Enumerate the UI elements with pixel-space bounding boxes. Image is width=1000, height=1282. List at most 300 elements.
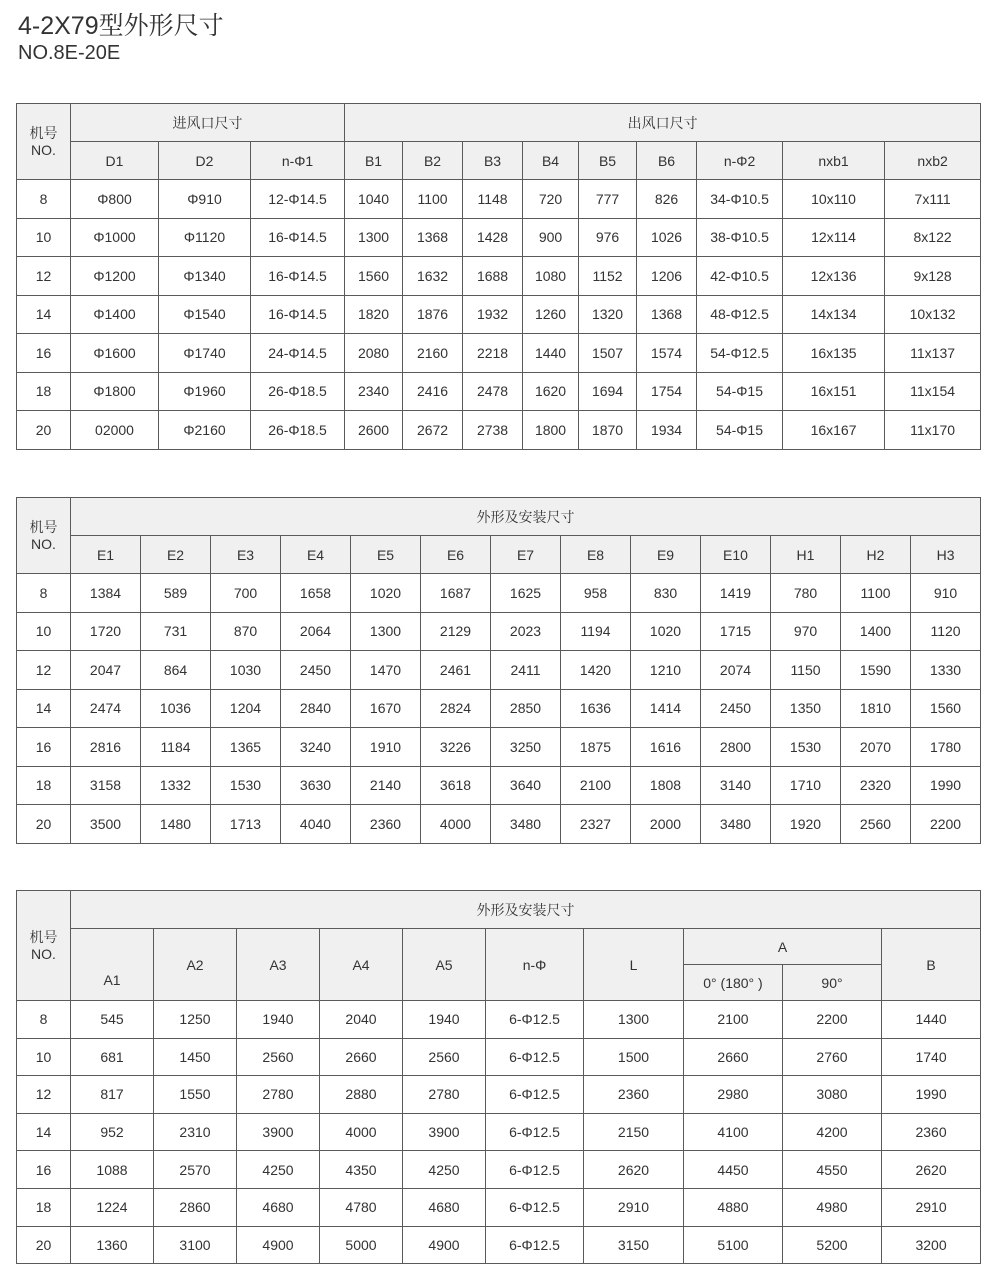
inlet-group-header: 进风口尺寸 (71, 104, 345, 142)
table-cell: 1150 (771, 651, 841, 690)
table-cell: 1710 (771, 766, 841, 805)
table-cell: 4680 (403, 1188, 486, 1226)
table-cell: Φ1000 (71, 218, 159, 257)
table-cell: 2310 (154, 1113, 237, 1151)
table-cell: 952 (71, 1113, 154, 1151)
table-row (17, 1076, 981, 1114)
table-cell: 4250 (237, 1151, 320, 1189)
table-row (17, 372, 981, 411)
table-cell: 1670 (351, 689, 421, 728)
table-row (17, 1038, 981, 1076)
table-cell: 1020 (351, 574, 421, 613)
table-cell: 1414 (631, 689, 701, 728)
column-header-a2: A2 (154, 929, 237, 1001)
table-cell: 4100 (684, 1113, 783, 1151)
machine-no-label: 机号 (29, 928, 58, 945)
table-row (17, 612, 981, 651)
table-cell: 2450 (281, 651, 351, 690)
table-cell: Φ1800 (71, 372, 159, 411)
table-row (17, 1001, 981, 1039)
table-cell: 1470 (351, 651, 421, 690)
table-row (17, 180, 981, 219)
table-cell: 2150 (584, 1113, 684, 1151)
table-cell: 3250 (491, 728, 561, 767)
table-cell: 4680 (237, 1188, 320, 1226)
table-cell: 900 (523, 218, 579, 257)
table-cell: 1875 (561, 728, 631, 767)
table-cell: 12-Φ14.5 (251, 180, 345, 219)
table-cell: 1365 (211, 728, 281, 767)
table-cell: 2620 (584, 1151, 684, 1189)
table-cell: 1368 (403, 218, 463, 257)
table-row (17, 651, 981, 690)
table-cell: 1250 (154, 1001, 237, 1039)
table-cell: 1020 (631, 612, 701, 651)
table-cell: 1350 (771, 689, 841, 728)
column-header: D2 (159, 142, 251, 180)
table-cell: 1990 (911, 766, 981, 805)
machine-no-cell: 18 (17, 1188, 71, 1226)
table-row (17, 218, 981, 257)
column-header: n-Φ2 (697, 142, 783, 180)
table-cell: 3140 (701, 766, 771, 805)
table-cell: 2200 (783, 1001, 882, 1039)
table-cell: 2824 (421, 689, 491, 728)
machine-no-label-en: NO. (31, 535, 56, 552)
table-cell: 2064 (281, 612, 351, 651)
table-cell: 1100 (841, 574, 911, 613)
table-cell: 4980 (783, 1188, 882, 1226)
table-cell: 6-Φ12.5 (486, 1038, 584, 1076)
table-cell: 4350 (320, 1151, 403, 1189)
table-cell: 34-Φ10.5 (697, 180, 783, 219)
machine-no-cell: 16 (17, 334, 71, 373)
table-cell: 1194 (561, 612, 631, 651)
table-cell: 2416 (403, 372, 463, 411)
table-cell: 4000 (320, 1113, 403, 1151)
table-cell: 4880 (684, 1188, 783, 1226)
table-cell: 1360 (71, 1226, 154, 1264)
table-cell: 2200 (911, 805, 981, 844)
table-cell: 2780 (237, 1076, 320, 1114)
table-cell: 3480 (491, 805, 561, 844)
table-cell: 1120 (911, 612, 981, 651)
table-cell: 14x134 (783, 295, 885, 334)
table-cell: 1419 (701, 574, 771, 613)
table-cell: 2474 (71, 689, 141, 728)
table-cell: 2910 (882, 1188, 981, 1226)
table-cell: 2000 (631, 805, 701, 844)
machine-no-cell: 8 (17, 1001, 71, 1039)
table-cell: 2560 (403, 1038, 486, 1076)
column-header: H1 (771, 536, 841, 574)
table-cell: 6-Φ12.5 (486, 1076, 584, 1114)
column-header-a1: A1 (71, 929, 154, 1001)
table-row (17, 411, 981, 450)
table-cell: 3640 (491, 766, 561, 805)
table-cell: 1036 (141, 689, 211, 728)
table-cell: 4250 (403, 1151, 486, 1189)
table-cell: 6-Φ12.5 (486, 1226, 584, 1264)
machine-no-label: 机号 (29, 124, 58, 141)
table-cell: 54-Φ12.5 (697, 334, 783, 373)
table-cell: 16x135 (783, 334, 885, 373)
table-cell: 2047 (71, 651, 141, 690)
table-cell: 2738 (463, 411, 523, 450)
table-cell: 2070 (841, 728, 911, 767)
table-cell: 24-Φ14.5 (251, 334, 345, 373)
table-cell: 1040 (345, 180, 403, 219)
table-cell: 1224 (71, 1188, 154, 1226)
table-cell: Φ1960 (159, 372, 251, 411)
table-cell: 4550 (783, 1151, 882, 1189)
table-cell: 1530 (771, 728, 841, 767)
table-cell: 1560 (911, 689, 981, 728)
column-header-l: L (584, 929, 684, 1001)
table-cell: 3240 (281, 728, 351, 767)
table-cell: 2218 (463, 334, 523, 373)
table-cell: 3500 (71, 805, 141, 844)
table-cell: 16x167 (783, 411, 885, 450)
table-cell: Φ1600 (71, 334, 159, 373)
column-header: nxb1 (783, 142, 885, 180)
machine-no-cell: 12 (17, 257, 71, 296)
machine-no-cell: 8 (17, 180, 71, 219)
table-cell: 7x111 (885, 180, 981, 219)
machine-no-cell: 16 (17, 1151, 71, 1189)
table-cell: 1620 (523, 372, 579, 411)
table-row (17, 766, 981, 805)
table-cell: 2340 (345, 372, 403, 411)
table-cell: 2450 (701, 689, 771, 728)
table-cell: 2860 (154, 1188, 237, 1226)
table-cell: 1932 (463, 295, 523, 334)
table-cell: 1713 (211, 805, 281, 844)
table-cell: 3618 (421, 766, 491, 805)
outline-group-header: 外形及安装尺寸 (71, 498, 981, 536)
column-header: E7 (491, 536, 561, 574)
column-header: E1 (71, 536, 141, 574)
table-cell: 1574 (637, 334, 697, 373)
table-cell: 11x137 (885, 334, 981, 373)
table-cell: 1934 (637, 411, 697, 450)
column-header: B6 (637, 142, 697, 180)
table-cell: 2980 (684, 1076, 783, 1114)
table-cell: 1368 (637, 295, 697, 334)
table-row (17, 334, 981, 373)
table-cell: 16x151 (783, 372, 885, 411)
table-cell: 2320 (841, 766, 911, 805)
table-cell: 42-Φ10.5 (697, 257, 783, 296)
page-subtitle: NO.8E-20E (18, 42, 121, 64)
machine-no-cell: 12 (17, 651, 71, 690)
table-row (17, 1188, 981, 1226)
column-header: E8 (561, 536, 631, 574)
table-cell: 1330 (911, 651, 981, 690)
table-cell: 780 (771, 574, 841, 613)
table-cell: Φ910 (159, 180, 251, 219)
table-cell: 1030 (211, 651, 281, 690)
table-cell: 2840 (281, 689, 351, 728)
page-title: 4-2X79型外形尺寸 (18, 12, 224, 40)
inlet-outlet-dimensions-table (16, 103, 981, 450)
machine-no-header (17, 891, 71, 1001)
table-cell: 1530 (211, 766, 281, 805)
table-cell: 1206 (637, 257, 697, 296)
table-row (17, 295, 981, 334)
table-cell: 2080 (345, 334, 403, 373)
table-row (17, 1151, 981, 1189)
table-cell: 2100 (684, 1001, 783, 1039)
table-header-row (17, 891, 981, 929)
table-column-header-row (17, 536, 981, 574)
table-cell: 1990 (882, 1076, 981, 1114)
table-cell: 1636 (561, 689, 631, 728)
table-cell: 11x170 (885, 411, 981, 450)
table-cell: 9x128 (885, 257, 981, 296)
table-cell: 2327 (561, 805, 631, 844)
table-cell: 1500 (584, 1038, 684, 1076)
table-cell: 3150 (584, 1226, 684, 1264)
table-cell: 5100 (684, 1226, 783, 1264)
column-header: E9 (631, 536, 701, 574)
column-group-a: A (684, 929, 882, 965)
table-cell: 1100 (403, 180, 463, 219)
table-cell: 1616 (631, 728, 701, 767)
table-cell: 1450 (154, 1038, 237, 1076)
table-cell: 1920 (771, 805, 841, 844)
table-cell: 1780 (911, 728, 981, 767)
table-cell: 1800 (523, 411, 579, 450)
column-header-a3: A3 (237, 929, 320, 1001)
table-cell: 1440 (882, 1001, 981, 1039)
table-cell: 54-Φ15 (697, 411, 783, 450)
table-cell: 11x154 (885, 372, 981, 411)
column-header: B5 (579, 142, 637, 180)
table-cell: 2560 (841, 805, 911, 844)
machine-no-cell: 14 (17, 689, 71, 728)
table-cell: 1480 (141, 805, 211, 844)
table-cell: 1152 (579, 257, 637, 296)
table-cell: 2660 (320, 1038, 403, 1076)
table-cell: 1300 (584, 1001, 684, 1039)
table-cell: 2672 (403, 411, 463, 450)
machine-no-cell: 20 (17, 1226, 71, 1264)
table-cell: 3200 (882, 1226, 981, 1264)
column-header: B3 (463, 142, 523, 180)
table-cell: 26-Φ18.5 (251, 411, 345, 450)
table-cell: 2411 (491, 651, 561, 690)
table-cell: 1687 (421, 574, 491, 613)
column-header: E10 (701, 536, 771, 574)
table-cell: 16-Φ14.5 (251, 295, 345, 334)
table-cell: 2850 (491, 689, 561, 728)
table-cell: 1658 (281, 574, 351, 613)
column-header: D1 (71, 142, 159, 180)
table-cell: 6-Φ12.5 (486, 1151, 584, 1189)
table-cell: 1688 (463, 257, 523, 296)
table-cell: 1694 (579, 372, 637, 411)
table-cell: 2880 (320, 1076, 403, 1114)
column-header: B1 (345, 142, 403, 180)
table-cell: 976 (579, 218, 637, 257)
table-column-header-row (17, 929, 981, 965)
table-cell: 4450 (684, 1151, 783, 1189)
column-header: H3 (911, 536, 981, 574)
table-cell: 3158 (71, 766, 141, 805)
table-cell: 864 (141, 651, 211, 690)
table-cell: 2600 (345, 411, 403, 450)
table-cell: 1088 (71, 1151, 154, 1189)
table-cell: 1400 (841, 612, 911, 651)
table-cell: 48-Φ12.5 (697, 295, 783, 334)
table-cell: 12x114 (783, 218, 885, 257)
table-cell: 3900 (237, 1113, 320, 1151)
machine-no-cell: 18 (17, 372, 71, 411)
machine-no-cell: 20 (17, 411, 71, 450)
table-cell: 1820 (345, 295, 403, 334)
table-cell: 545 (71, 1001, 154, 1039)
table-row (17, 689, 981, 728)
table-cell: 2570 (154, 1151, 237, 1189)
table-cell: 1320 (579, 295, 637, 334)
table-column-header-row (17, 142, 981, 180)
table-cell: 2140 (351, 766, 421, 805)
table-cell: 1632 (403, 257, 463, 296)
column-header: E6 (421, 536, 491, 574)
table-cell: 1300 (345, 218, 403, 257)
column-header: E5 (351, 536, 421, 574)
table-cell: Φ1200 (71, 257, 159, 296)
column-header: E2 (141, 536, 211, 574)
table-cell: 1910 (351, 728, 421, 767)
table-cell: 4900 (403, 1226, 486, 1264)
table-cell: 1148 (463, 180, 523, 219)
table-row (17, 574, 981, 613)
table-cell: 12x136 (783, 257, 885, 296)
column-header: B4 (523, 142, 579, 180)
table-cell: 10x132 (885, 295, 981, 334)
table-cell: 1184 (141, 728, 211, 767)
table-cell: 1940 (237, 1001, 320, 1039)
outline-install-dimensions-table-2 (16, 890, 981, 1264)
column-header-n-phi: n-Φ (486, 929, 584, 1001)
table-cell: Φ800 (71, 180, 159, 219)
table-cell: 2660 (684, 1038, 783, 1076)
table-cell: Φ1740 (159, 334, 251, 373)
table-row (17, 1226, 981, 1264)
table-cell: 4780 (320, 1188, 403, 1226)
table-cell: 2360 (584, 1076, 684, 1114)
table-cell: 2360 (351, 805, 421, 844)
table-cell: 1754 (637, 372, 697, 411)
column-header-a-90deg: 90° (783, 965, 882, 1001)
table-cell: 5000 (320, 1226, 403, 1264)
table-cell: 1260 (523, 295, 579, 334)
column-header: E3 (211, 536, 281, 574)
table-cell: 1384 (71, 574, 141, 613)
table-cell: 1740 (882, 1038, 981, 1076)
table-cell: 1428 (463, 218, 523, 257)
machine-no-cell: 18 (17, 766, 71, 805)
table-row (17, 1113, 981, 1151)
table-row (17, 257, 981, 296)
table-cell: 1210 (631, 651, 701, 690)
table-cell: Φ2160 (159, 411, 251, 450)
table-header-row (17, 498, 981, 536)
table-cell: 1590 (841, 651, 911, 690)
table-cell: 3080 (783, 1076, 882, 1114)
table-cell: 3480 (701, 805, 771, 844)
table-cell: 2160 (403, 334, 463, 373)
table-cell: 681 (71, 1038, 154, 1076)
table-cell: 700 (211, 574, 281, 613)
column-header: n-Φ1 (251, 142, 345, 180)
machine-no-header (17, 498, 71, 574)
table-cell: 4900 (237, 1226, 320, 1264)
table-cell: 3226 (421, 728, 491, 767)
table-cell: 1940 (403, 1001, 486, 1039)
column-header-a4: A4 (320, 929, 403, 1001)
table-cell: 1808 (631, 766, 701, 805)
table-cell: 3900 (403, 1113, 486, 1151)
table-cell: 1440 (523, 334, 579, 373)
table-header-row (17, 104, 981, 142)
table-cell: 830 (631, 574, 701, 613)
table-cell: 731 (141, 612, 211, 651)
table-cell: 16-Φ14.5 (251, 218, 345, 257)
table-cell: 910 (911, 574, 981, 613)
table-cell: Φ1340 (159, 257, 251, 296)
table-cell: 777 (579, 180, 637, 219)
table-cell: 6-Φ12.5 (486, 1001, 584, 1039)
table-cell: 2023 (491, 612, 561, 651)
table-cell: 02000 (71, 411, 159, 450)
table-cell: 1026 (637, 218, 697, 257)
table-cell: 958 (561, 574, 631, 613)
machine-no-cell: 8 (17, 574, 71, 613)
table-cell: 1420 (561, 651, 631, 690)
table-cell: 2780 (403, 1076, 486, 1114)
table-cell: 3630 (281, 766, 351, 805)
table-cell: 2360 (882, 1113, 981, 1151)
table-cell: 1332 (141, 766, 211, 805)
outline-install-dimensions-table-1 (16, 497, 981, 844)
table-cell: 1870 (579, 411, 637, 450)
table-cell: 1300 (351, 612, 421, 651)
table-cell: 970 (771, 612, 841, 651)
table-cell: 6-Φ12.5 (486, 1113, 584, 1151)
table-cell: 1715 (701, 612, 771, 651)
table-cell: Φ1120 (159, 218, 251, 257)
table-cell: 54-Φ15 (697, 372, 783, 411)
table-cell: 2560 (237, 1038, 320, 1076)
table-cell: 1550 (154, 1076, 237, 1114)
table-cell: 1080 (523, 257, 579, 296)
table-cell: 2910 (584, 1188, 684, 1226)
machine-no-cell: 10 (17, 612, 71, 651)
machine-no-cell: 10 (17, 1038, 71, 1076)
machine-no-cell: 16 (17, 728, 71, 767)
table-cell: 26-Φ18.5 (251, 372, 345, 411)
table-cell: 589 (141, 574, 211, 613)
table-cell: 6-Φ12.5 (486, 1188, 584, 1226)
table-row (17, 805, 981, 844)
machine-no-label-en: NO. (31, 141, 56, 158)
machine-no-cell: 12 (17, 1076, 71, 1114)
table-cell: 826 (637, 180, 697, 219)
table-cell: 1625 (491, 574, 561, 613)
